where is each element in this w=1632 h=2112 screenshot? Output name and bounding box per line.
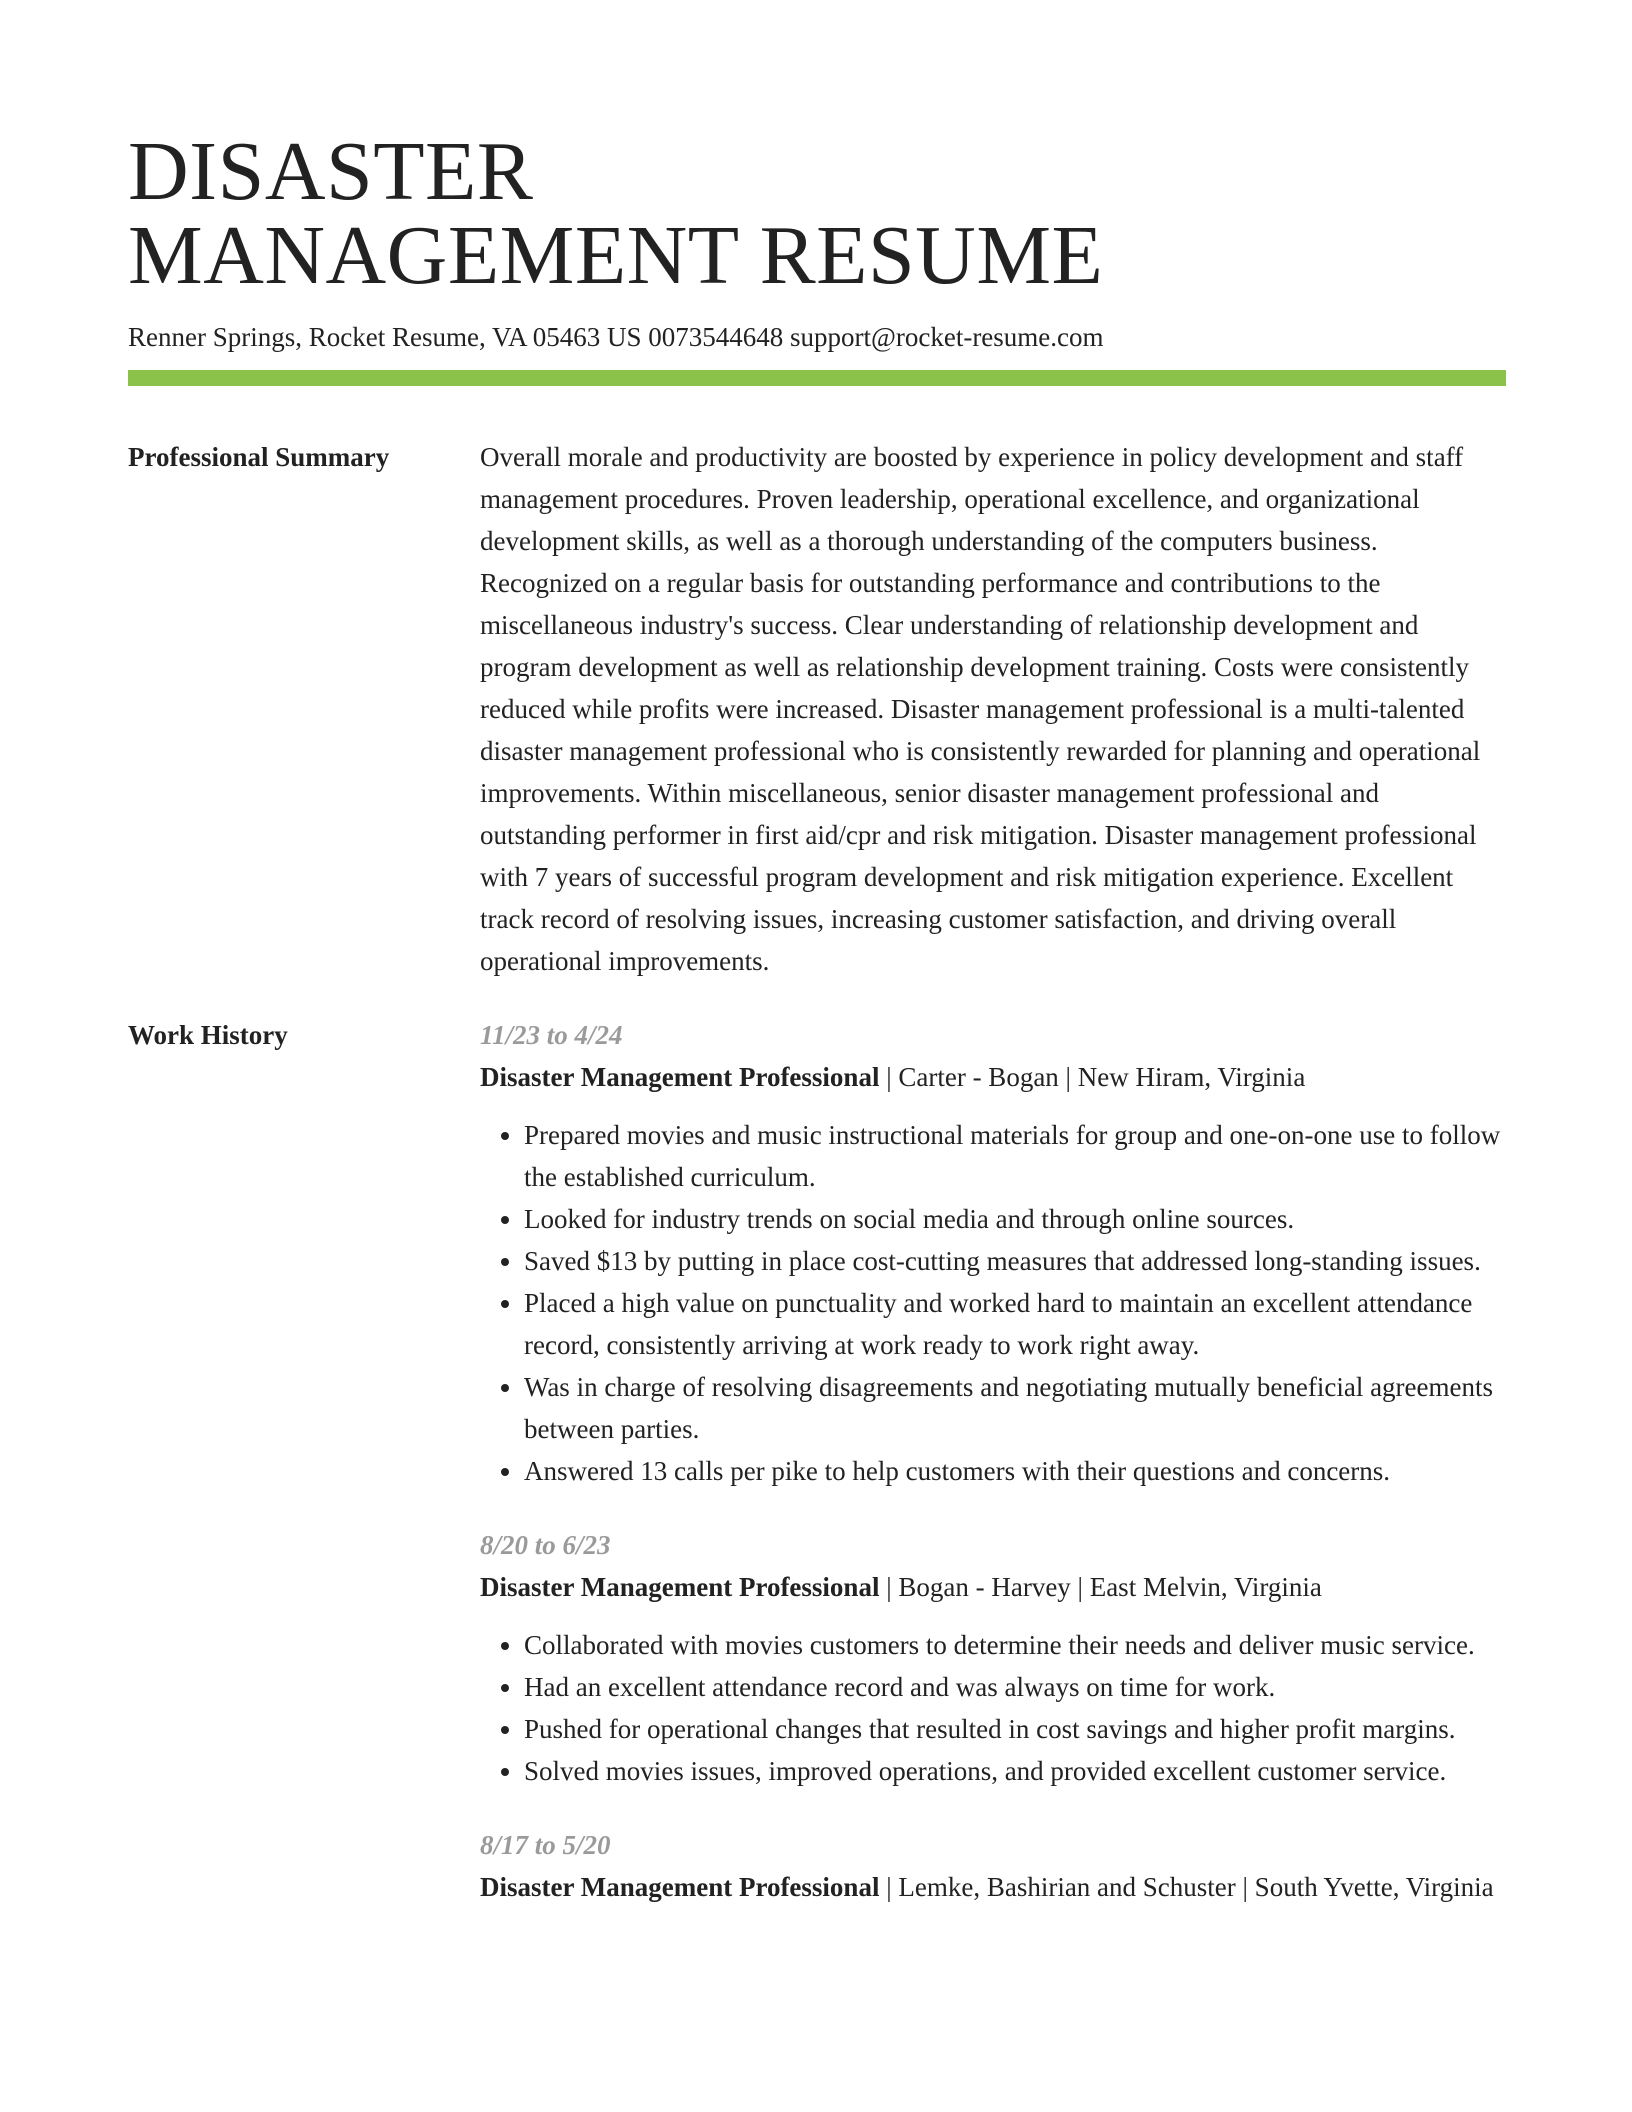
job-bullet: • Prepared movies and music instructional materials for group and one-on-one use to follow the established curriculum. [524, 1114, 1506, 1198]
job-details: | Lemke, Bashirian and Schuster | South Yvette, Virginia [879, 1872, 1494, 1902]
job-details: | Bogan - Harvey | East Melvin, Virginia [879, 1572, 1322, 1602]
section-label-professional-summary: Professional Summary [128, 442, 390, 472]
work-history-body [480, 1014, 1506, 1940]
job-bullets [480, 1114, 1506, 1492]
section-label-work-history: Work History [128, 1020, 288, 1050]
job-bullet: • Answered 13 calls per pike to help customers with their questions and concerns. [524, 1450, 1506, 1492]
resume-title-line-2: MANAGEMENT RESUME [128, 209, 1104, 302]
job-details: | Carter - Bogan | New Hiram, Virginia [879, 1062, 1306, 1092]
job-bullet: • Had an excellent attendance record and was always on time for work. [524, 1666, 1506, 1708]
job-bullets [480, 1624, 1506, 1792]
contact-info: Renner Springs, Rocket Resume, VA 05463 US 0073544648 support@rocket-resume.com [128, 322, 1104, 352]
job-title: Disaster Management Professional [480, 1872, 880, 1902]
job-title: Disaster Management Professional [480, 1062, 880, 1092]
job-date: 11/23 to 4/24 [480, 1020, 623, 1050]
job-bullet: • Collaborated with movies customers to determine their needs and deliver music service. [524, 1624, 1506, 1666]
job-entry [480, 1824, 1506, 1908]
work-history-section [128, 1014, 1506, 1940]
professional-summary-body [480, 436, 1506, 982]
job-entry [480, 1524, 1506, 1792]
resume-title [128, 0, 1498, 302]
job-entry [480, 1014, 1506, 1492]
professional-summary-section [128, 436, 1506, 982]
accent-divider [128, 370, 1506, 386]
job-bullet: • Looked for industry trends on social media and through online sources. [524, 1198, 1506, 1240]
professional-summary-text: Overall morale and productivity are boosted by experience in policy development and staff management procedures. Proven leadership, operational excellence, and organizational development skills, as well as a thorough understanding of the computers business. Recognized on a regular basis for outstanding performance and contributions to the miscellaneous industry's success. Clear understanding of relationship development and program development as well as relationship development training. Costs were consistently reduced while profits were increased. Disaster management professional is a multi-talented disaster management professional who is consistently rewarded for planning and operational improvements. Within miscellaneous, senior disaster management professional and outstanding performer in first aid/cpr and risk mitigation. Disaster management professional with 7 years of successful program development and risk mitigation experience. Excellent track record of resolving issues, increasing customer satisfaction, and driving overall operational improvements. [480, 442, 1481, 976]
job-bullet: • Saved $13 by putting in place cost-cutting measures that addressed long-standing issues. [524, 1240, 1506, 1282]
job-heading [480, 1866, 1506, 1908]
resume-title-line-1: DISASTER [128, 125, 534, 218]
job-bullet: • Pushed for operational changes that resulted in cost savings and higher profit margins. [524, 1708, 1506, 1750]
job-bullet: • Placed a high value on punctuality and worked hard to maintain an excellent attendance record, consistently arriving at work ready to work right away. [524, 1282, 1506, 1366]
job-title: Disaster Management Professional [480, 1572, 880, 1602]
job-heading [480, 1056, 1506, 1098]
job-bullet: • Was in charge of resolving disagreements and negotiating mutually beneficial agreements between parties. [524, 1366, 1506, 1450]
job-heading [480, 1566, 1506, 1608]
job-bullet: • Solved movies issues, improved operations, and provided excellent customer service. [524, 1750, 1506, 1792]
job-date: 8/20 to 6/23 [480, 1530, 611, 1560]
job-date: 8/17 to 5/20 [480, 1830, 611, 1860]
